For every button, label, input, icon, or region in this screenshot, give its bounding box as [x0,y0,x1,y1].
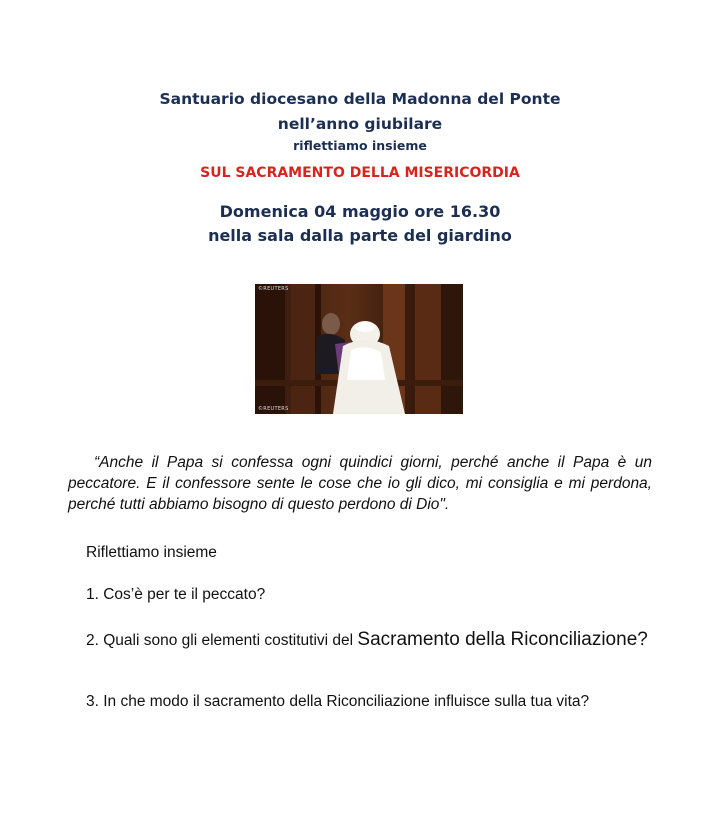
event-location: nella sala dalla parte del giardino [208,226,512,245]
photo-illustration [255,284,463,414]
question-2-start: 2. Quali sono gli elementi costitutivi del [86,632,358,649]
photo-watermark-top: ©REUTERS [258,286,289,292]
question-1: 1. Cos’è per te il peccato? [86,586,266,603]
reflect-together-line: riflettiamo insieme [293,138,427,153]
reflection-intro: Riflettiamo insieme [86,544,217,561]
sanctuary-title: Santuario diocesano della Madonna del Ponte [159,90,561,108]
pope-quote: “Anche il Papa si confessa ogni quindici giorni, perché anche il Papa è un peccatore. E il confessore sente le cose che io gli dico, mi consiglia e mi perdona, perché tutti abbiamo bisogno di questo perdono di Dio". [68,454,652,513]
pope-confession-photo [255,284,463,414]
question-2 [68,628,651,652]
question-2-sacrament: Sacramento della Riconciliazione? [357,629,648,650]
question-3: 3. In che modo il sacramento della Riconciliazione influisce sulla tua vita? [86,693,590,710]
photo-watermark-bottom: ©REUTERS [258,406,289,412]
event-date: Domenica 04 maggio ore 16.30 [219,202,501,221]
jubilee-year-line: nell’anno giubilare [277,115,443,133]
sacrament-heading: SUL SACRAMENTO DELLA MISERICORDIA [200,165,520,181]
